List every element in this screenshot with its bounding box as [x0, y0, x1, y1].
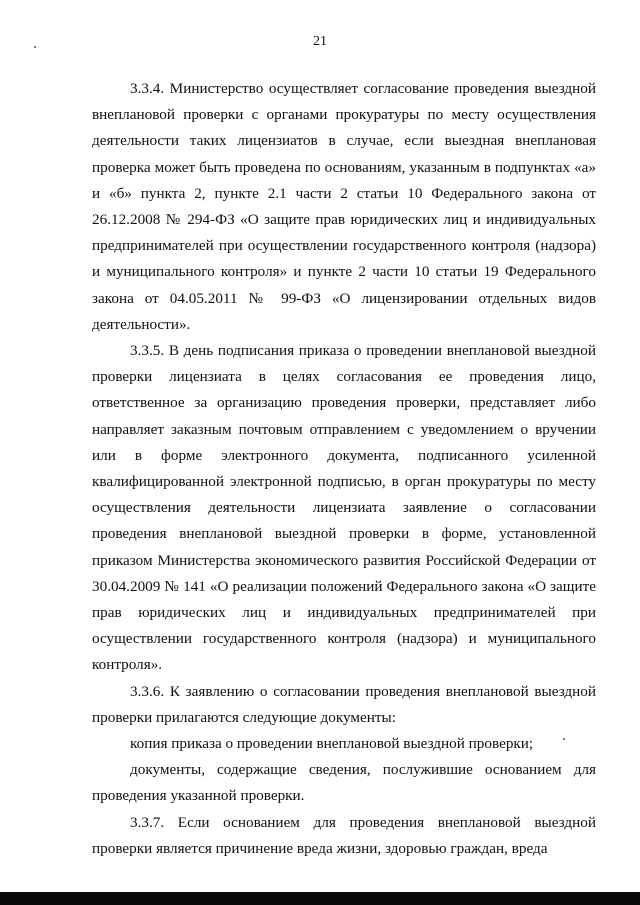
- paragraph-3-3-4: 3.3.4. Министерство осуществляет согласование проведения выездной внеплановой проверки с органами прокуратуры по месту осуществления деятельности таких лицензиатов в случае, если выездная внеплановая проверка может быть проведена по основаниям, указанным в подпунктах «а» и «б» пункта 2, пункте 2.1 части 2 статьи 10 Федерального закона от 26.12.2008 № 294-ФЗ «О защите прав юридических лиц и индивидуальных предпринимателей при осуществлении государственного контроля (надзора) и муниципального контроля» и пункте 2 части 10 статьи 19 Федерального закона от 04.05.2011 № 99-ФЗ «О лицензировании отдельных видов деятельности».: [92, 80, 596, 333]
- paragraph-3-3-6: 3.3.6. К заявлению о согласовании проведения внеплановой выездной проверки прилагаются следующие документы:: [92, 682, 596, 726]
- scan-bottom-edge: [0, 892, 640, 905]
- scan-speck: [34, 46, 36, 48]
- paragraph-3-3-7: 3.3.7. Если основанием для проведения внеплановой выездной проверки является причинение вреда жизни, здоровью граждан, вреда: [92, 813, 596, 857]
- list-item-order-copy: копия приказа о проведении внеплановой выездной проверки;: [130, 735, 534, 753]
- scan-speck: [563, 738, 565, 740]
- list-item-supporting-documents: документы, содержащие сведения, послужившие основанием для проведения указанной проверки.: [92, 761, 596, 805]
- page-number: 21: [313, 34, 327, 49]
- paragraph-3-3-5: 3.3.5. В день подписания приказа о проведении внеплановой выездной проверки лицензиата в целях согласования ее проведения лицо, ответственное за организацию проведения проверки, представляет либо направляет заказным почтовым отправлением с уведомлением о вручении или в форме электронного документа, подписанного усиленной квалифицированной электронной подписью, в орган прокуратуры по месту осуществления деятельности лицензиата заявление о согласовании проведения внеплановой выездной проверки в форме, установленной приказом Министерства экономического развития Российской Федерации от 30.04.2009 № 141 «О реализации положений Федерального закона «О защите прав юридических лиц и индивидуальных предпринимателей при осуществлении государственного контроля (надзора) и муниципального контроля».: [92, 342, 596, 674]
- document-body: [92, 76, 596, 862]
